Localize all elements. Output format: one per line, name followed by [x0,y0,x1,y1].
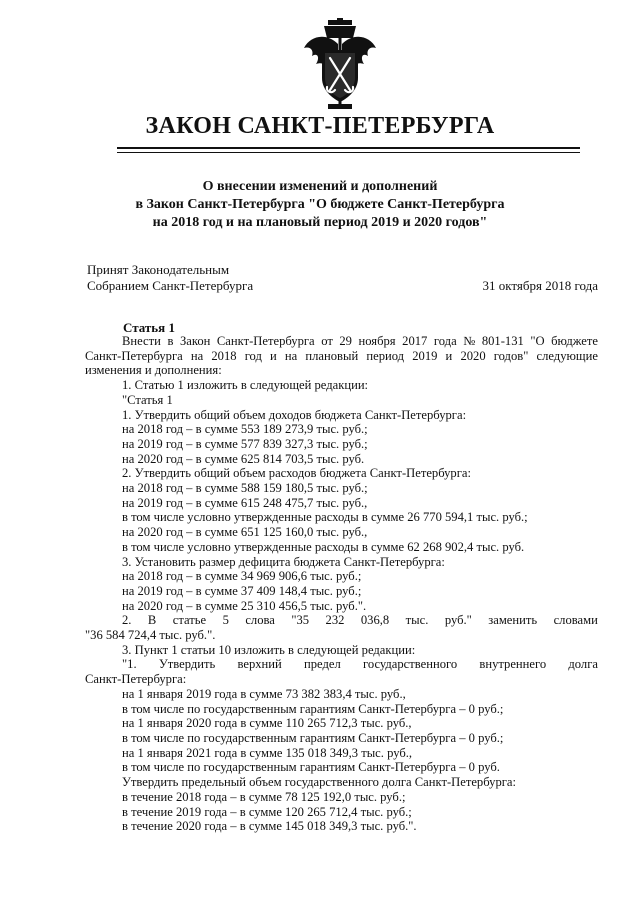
text-line: 2. Утвердить общий объем расходов бюджета Санкт-Петербурга: [122,466,471,481]
text-line: на 2020 год – в сумме 25 310 456,5 тыс. руб.". [122,598,367,613]
lines-a [85,378,598,613]
word: 036,8 [360,613,390,628]
word: 2017 [402,334,428,348]
word: руб." [444,613,472,628]
subtitle-line: на 2018 год и на плановый период 2019 и 2020 годов" [152,215,488,230]
word: 2. [122,613,132,628]
word: период [366,348,405,363]
word: следующие [536,348,598,363]
word: годов" [493,348,529,363]
word: долга [568,657,598,672]
word: слова [245,613,275,628]
word: Санкт-Петербурга [85,348,183,363]
word: год [244,348,262,363]
word: заменить [488,613,538,628]
text-line: на 2020 год – в сумме 651 125 160,0 тыс. руб., [122,525,368,540]
text-line: на 1 января 2020 года в сумме 110 265 712,3 тыс. руб., [122,716,412,731]
word: Закон [179,334,211,348]
word: на [284,348,298,363]
word: тыс. [405,613,429,628]
word: года [433,334,457,348]
word: предел [304,657,341,672]
text-line: в том числе по государственным гарантиям Санкт-Петербурга – 0 руб.; [122,701,504,716]
text-line: на 2019 год – в сумме 37 409 148,4 тыс. руб.; [122,583,362,598]
title-rule-thin [117,152,580,153]
coat-of-arms-icon [302,18,378,110]
word: "О [530,334,545,348]
text-line: на 2019 год – в сумме 577 839 327,3 тыс. руб.; [122,436,368,451]
word: внутреннего [479,657,547,672]
text-line: в том числе условно утвержденные расходы в сумме 62 268 902,4 тыс. руб. [122,539,525,554]
word: от [321,334,333,348]
word: на [190,348,204,363]
adoption-line: Принят Законодательным [87,262,230,277]
text-line: в течение 2020 года – в сумме 145 018 349,3 тыс. руб.". [122,819,417,834]
lines-b [85,687,598,834]
intro-line-1 [85,334,598,349]
text-line: на 1 января 2021 года в сумме 135 018 349,3 тыс. руб., [122,745,413,760]
title-rule-thick [117,147,580,149]
adoption-line: Собранием Санкт-Петербурга [87,278,254,293]
text-line: 1. Статью 1 изложить в следующей редакции: [122,378,369,393]
adoption-block [87,262,253,294]
subtitle-line: в Закон Санкт-Петербурга "О бюджете Санкт-Петербурга [135,197,505,212]
page-title: ЗАКОН САНКТ-ПЕТЕРБУРГА [145,113,495,139]
word: государственного [362,657,458,672]
text-line: Утвердить предельный объем государственного долга Санкт-Петербурга: [122,775,517,790]
word: В [147,613,157,628]
word: 801-131 [481,334,524,348]
adoption-date: 31 октября 2018 года [482,278,598,293]
word: бюджете [551,334,598,348]
item-2-line [85,613,598,628]
text-line: в том числе условно утвержденные расходы в сумме 26 770 594,1 тыс. руб.; [122,510,528,525]
word: № [463,334,476,348]
text-line: на 2018 год – в сумме 553 189 273,9 тыс. руб.; [122,422,368,437]
text-line: в том числе по государственным гарантиям Санкт-Петербурга – 0 руб. [122,760,500,775]
word: 2018 [211,348,237,363]
word: ноября [358,334,396,348]
text-line: на 1 января 2019 года в сумме 73 382 383,4 тыс. руб., [122,686,406,701]
word: плановый [305,348,359,363]
word: 232 [325,613,345,628]
article-body [85,334,598,834]
text-line: на 2020 год – в сумме 625 814 703,5 тыс. руб. [122,451,365,466]
word: 2019 [412,348,438,363]
text-line: 1. Утвердить общий объем доходов бюджета Санкт-Петербурга: [122,407,467,422]
word: "1. [122,657,137,672]
intro-line-3: изменения и дополнения: [85,363,222,378]
text-line: "Статья 1 [122,392,173,407]
subtitle-line: О внесении изменений и дополнений [202,179,438,194]
word: статье [172,613,207,628]
document-subtitle [0,178,640,232]
word: 29 [339,334,352,348]
item-3-quote-line [85,657,598,672]
text-line: 3. Установить размер дефицита бюджета Санкт-Петербурга: [122,554,445,569]
word: 5 [222,613,229,628]
text-line: на 2019 год – в сумме 615 248 475,7 тыс. руб., [122,495,368,510]
word: верхний [237,657,282,672]
word: и [445,348,453,363]
word: в [167,334,174,348]
text-line: на 2018 год – в сумме 588 159 180,5 тыс. руб.; [122,481,368,496]
text-line: в течение 2019 года – в сумме 120 265 712,4 тыс. руб.; [122,804,412,819]
text-line: на 2018 год – в сумме 34 969 906,6 тыс. руб.; [122,569,362,584]
text-line: в течение 2018 года – в сумме 78 125 192,0 тыс. руб.; [122,789,406,804]
word: Утвердить [158,657,216,672]
intro-line-2 [85,349,598,364]
word: и [270,348,277,363]
item-3-tail: Санкт-Петербурга: [85,672,187,687]
word: 2020 [460,348,486,363]
article-heading: Статья 1 [123,320,175,335]
word: словами [553,613,598,628]
item-3-line: 3. Пункт 1 статьи 10 изложить в следующей редакции: [122,642,416,657]
word: Санкт-Петербурга [216,334,315,348]
item-2-tail: "36 584 724,4 тыс. руб.". [85,628,216,643]
text-line: в том числе по государственным гарантиям Санкт-Петербурга – 0 руб.; [122,730,504,745]
word: Внести [122,334,161,348]
word: "35 [291,613,310,628]
